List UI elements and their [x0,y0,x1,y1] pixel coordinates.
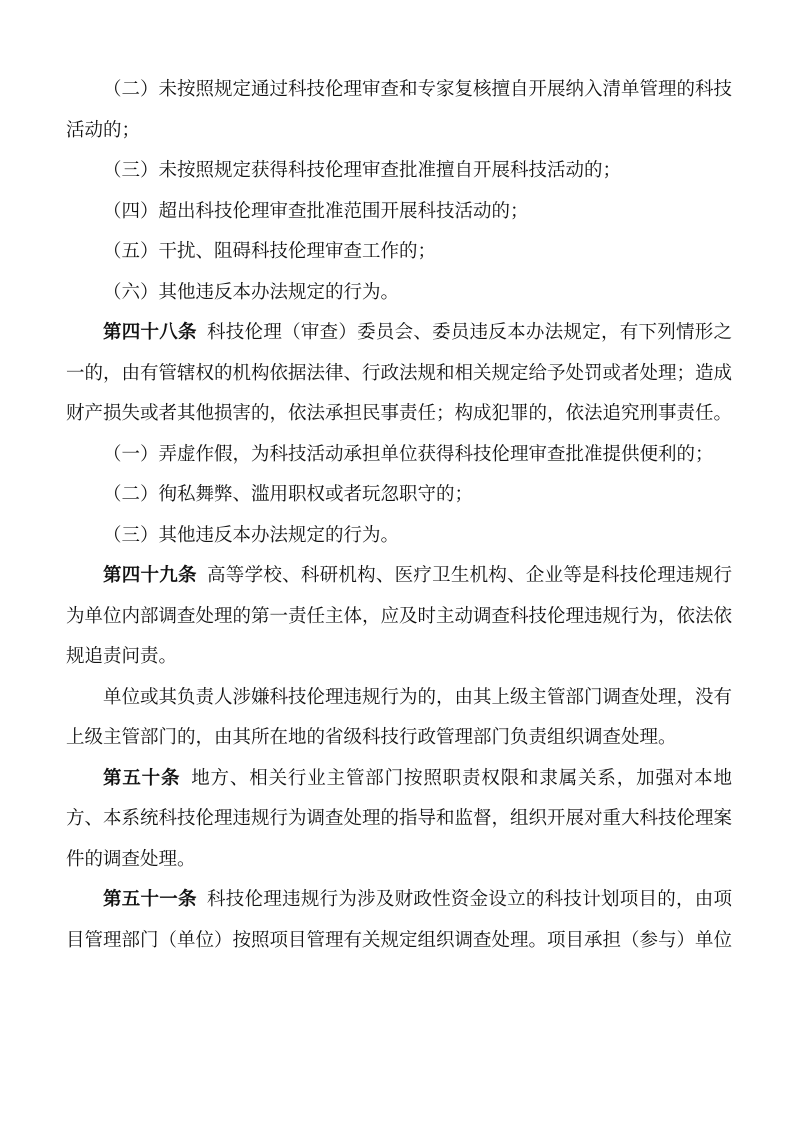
paragraph-text: （二）未按照规定通过科技伦理审查和专家复核擅自开展纳入清单管理的科技活动的； [66,79,733,141]
paragraph-text: （一）弄虚作假，为科技活动承担单位获得科技伦理审查批准提供便利的； [103,443,714,465]
paragraph-text: 单位或其负责人涉嫌科技伦理违规行为的，由其上级主管部门调查处理，没有上级主管部门的，由其所在地的省级科技行政管理部门负责组织调查处理。 [66,686,733,748]
paragraph-text: （五）干扰、阻碍科技伦理审查工作的； [103,241,437,262]
article-49 [66,556,732,678]
article-heading: 第五十一条 [103,889,197,910]
article-heading: 第四十八条 [103,322,197,343]
article-text: 地方、相关行业主管部门按照职责权限和隶属关系，加强对本地方、本系统科技伦理违规行为调查处理的指导和监督，组织开展对重大科技伦理案件的调查处理。 [66,767,733,870]
article-text: 科技伦理（审查）委员会、委员违反本办法规定，有下列情形之一的，由有管辖权的机构依据法律、行政法规和相关规定给予处罚或者处理；造成财产损失或者其他损害的，依法承担民事责任；构成犯罪的，依法追究刑事责任。 [66,322,733,424]
paragraph-text: （三）未按照规定获得科技伦理审查批准擅自开展科技活动的； [103,160,622,181]
paragraph-item-2 [66,70,732,151]
paragraph-item-4 [66,192,732,233]
paragraph-text: （三）其他违反本办法规定的行为。 [103,524,400,546]
paragraph-item-3 [66,151,732,192]
paragraph-item-5 [66,232,732,273]
paragraph-item-3 [66,516,732,557]
paragraph-text: （二）徇私舞弊、滥用职权或者玩忽职守的； [103,484,474,505]
paragraph-item-6 [66,273,732,314]
article-text: 高等学校、科研机构、医疗卫生机构、企业等是科技伦理违规行为单位内部调查处理的第一责任主体，应及时主动调查科技伦理违规行为，依法依规追责问责。 [66,565,733,667]
article-heading: 第五十条 [103,767,181,789]
paragraph-text: （四）超出科技伦理审查批准范围开展科技活动的； [103,200,529,222]
paragraph-item-2 [66,475,732,516]
paragraph-item-1 [66,435,732,476]
article-49-paragraph-2 [66,678,732,759]
document-body [66,70,732,961]
article-text: 科技伦理违规行为涉及财政性资金设立的科技计划项目的，由项目管理部门（单位）按照项目管理有关规定组织调查处理。项目承担（参与）单位 [66,889,733,951]
article-50 [66,759,732,881]
paragraph-text: （六）其他违反本办法规定的行为。 [103,281,400,303]
article-51 [66,880,732,961]
article-heading: 第四十九条 [103,565,197,586]
article-48 [66,313,732,435]
